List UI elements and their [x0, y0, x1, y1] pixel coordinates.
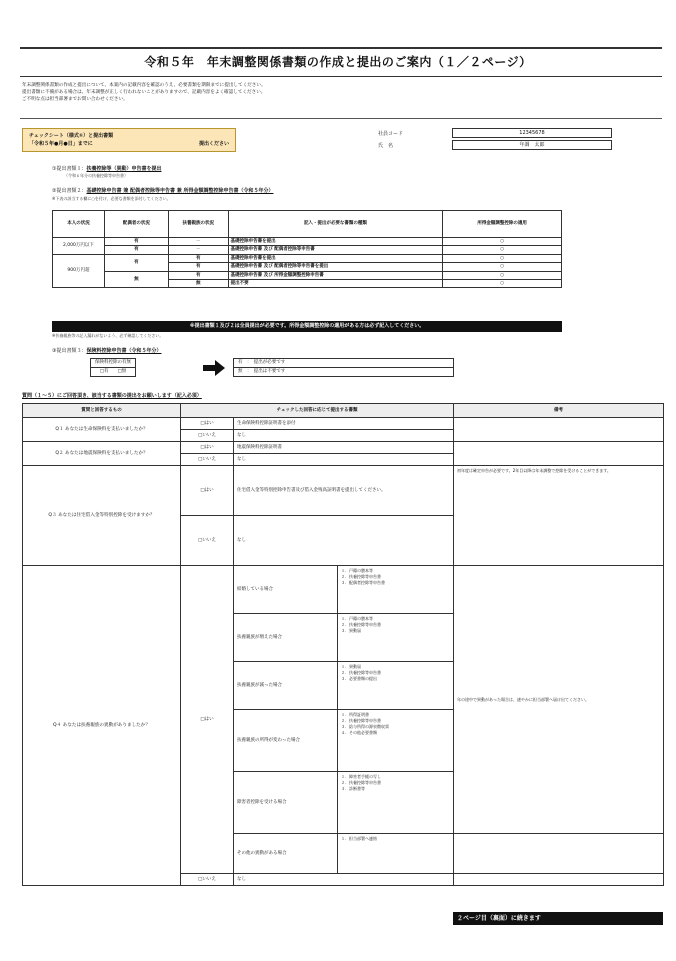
employee-name-value: 年調 太郎	[452, 140, 612, 150]
q4-note: 年の途中で異動があった場合は、速やかに担当部署へ届け出てください。	[454, 566, 664, 834]
th-self: 本人の状況	[53, 211, 105, 238]
checklist-box	[22, 128, 236, 152]
insurance-result-table	[233, 358, 454, 377]
table-row: 無 有 基礎控除申告書 及び 所得金額調整控除申告書 ○	[53, 271, 562, 279]
continued-notice: ２ページ目（裏面）に続きます	[453, 912, 663, 925]
q4-case: 扶養親族の所得が変わった場合	[234, 710, 338, 772]
th-documents: 記入・提出が必要な書類の種類	[228, 211, 443, 238]
q1-no-answer: なし	[234, 430, 454, 442]
arrow-right-icon	[203, 360, 225, 376]
checklist-deadline: 「令和５年●月●日」までに	[29, 141, 93, 147]
q1-yes-checkbox[interactable]: □はい	[181, 418, 234, 430]
th-question: 質問と回答するもの	[23, 404, 181, 418]
q4-case: その他の異動がある場合	[234, 834, 338, 874]
request-2-sub: ※下表の該当する欄に○を付け、必要な書類を添付してください。	[52, 196, 171, 201]
intro-text	[22, 82, 652, 103]
insurance-result-no: 無 ： 提出は不要です	[234, 368, 454, 377]
q1-yes-answer: 生命保険料控除証明書を添付	[234, 418, 454, 430]
insurance-checkboxes[interactable]: □有 □無	[91, 368, 136, 377]
q4-docs: １．戸籍の謄本等 ２．扶養控除等申告書 ３．異動届	[338, 614, 454, 662]
q2-yes-checkbox[interactable]: □はい	[181, 442, 234, 454]
q4-no-answer: なし	[234, 874, 454, 886]
q4-no-checkbox[interactable]: □いいえ	[181, 874, 234, 886]
q3-no-answer: なし	[234, 516, 454, 566]
th-docs: チェックした回答に応じて提出する書類	[181, 404, 454, 418]
q3-yes-checkbox[interactable]: □はい	[181, 466, 234, 516]
employee-id-value: 12345678	[452, 128, 612, 138]
notice-note: ※扶養親族等の記入漏れがないよう、必ず確認してください。	[52, 333, 164, 338]
q4-case: 障害者控除を受ける場合	[234, 772, 338, 834]
intro-line: ご不明な点は担当部署までお問い合わせください。	[22, 97, 128, 102]
q3-no-checkbox[interactable]: □いいえ	[181, 516, 234, 566]
title-rule	[20, 76, 662, 77]
q4-case: 扶養親族が増えた場合	[234, 614, 338, 662]
q1-no-checkbox[interactable]: □いいえ	[181, 430, 234, 442]
table-row: 無 提出不要 ○	[53, 279, 562, 287]
table-row: 有 － 基礎控除申告書 及び 配偶者控除等申告書 ○	[53, 246, 562, 254]
q3-yes-answer: 住宅借入金等特別控除申告書及び借入金残高証明書を提出してください。	[234, 466, 454, 516]
intro-rule	[20, 118, 662, 119]
q4-case: 結婚している場合	[234, 566, 338, 614]
page-title: 令和５年 年末調整関係書類の作成と提出のご案内（１／２ページ）	[144, 55, 532, 69]
table-row: 2,000万円以下 有 － 基礎控除申告書を提出 ○	[53, 238, 562, 246]
request-3: ③提出書類３：保険料控除申告書（令和５年分）	[52, 348, 162, 354]
q2-no-answer: なし	[234, 454, 454, 466]
insurance-question: 保険料控除の有無	[91, 359, 136, 368]
th-dependents: 扶養親族の状況	[168, 211, 228, 238]
q4-docs: １．障害者手帳の写し ２．扶養控除等申告書 ３．診断書等	[338, 772, 454, 834]
question-2: Q２ あなたは地震保険料を支払いましたか？	[23, 442, 181, 466]
request-1-sub: （令和６年分の扶養控除等申告書）	[64, 173, 128, 178]
q4-docs: １．戸籍の謄本等 ２．扶養控除等申告書 ３．配偶者控除等申告書	[338, 566, 454, 614]
q2-no-checkbox[interactable]: □いいえ	[181, 454, 234, 466]
q2-yes-answer: 地震保険料控除証明書	[234, 442, 454, 454]
question-1: Q１ あなたは生命保険料を支払いましたか？	[23, 418, 181, 442]
question-3: Q３ あなたは住宅借入金等特別控除を受けますか？	[23, 466, 181, 566]
table-row: 有 基礎控除申告書 及び 配偶者控除等申告書を提出 ○	[53, 263, 562, 271]
top-rule	[20, 47, 662, 49]
question-table	[22, 403, 664, 886]
q4-docs: １．所得証明書 ２．扶養控除等申告書 ３．給与所得の源泉徴収票 ４．その他必要書類	[338, 710, 454, 772]
th-adjustment: 所得金額調整控除の適用	[443, 211, 562, 238]
checklist-line1: チェックシート（様式①）と提出書類	[29, 133, 114, 139]
question-4: Q４ あなたは扶養親族の異動がありましたか？	[23, 566, 181, 886]
request-1: ①提出書類１：扶養控除等（異動）申告書を提出	[52, 166, 162, 172]
th-spouse: 配偶者の状況	[104, 211, 168, 238]
intro-line: 年末調整関係書類の作成と提出について、本案内の記載内容を確認のうえ、必要書類を期限までに提出してください。	[22, 83, 266, 88]
th-notes: 備考	[454, 404, 664, 418]
submission-table	[52, 210, 562, 288]
checklist-submit: 提出ください	[198, 141, 229, 147]
q4-docs: １．担当部署へ連絡	[338, 834, 454, 874]
section-2-title: 質問（１～５）にご回答頂き、該当する書類の提出をお願いします（記入必須）	[22, 393, 202, 399]
table-row: 900万円超 有 有 基礎控除申告書を提出 ○	[53, 254, 562, 262]
q4-yes-checkbox[interactable]: □はい	[181, 566, 234, 874]
request-2: ②提出書類２：基礎控除申告書 兼 配偶者控除等申告書 兼 所得金額調整控除申告書（令和５年分）	[52, 188, 274, 194]
q4-case: 扶養親族が減った場合	[234, 662, 338, 710]
employee-name-label: 氏 名	[378, 143, 394, 149]
intro-line: 提出書類に不備がある場合は、年末調整が正しく行われないことがありますので、記載内容をよく確認してください。	[22, 90, 266, 95]
q4-docs: １．異動届 ２．扶養控除等申告書 ３．必要書類の提出	[338, 662, 454, 710]
employee-id-label: 社員コード	[378, 131, 404, 137]
notice-bar: ※提出書類１及び２は全員提出が必要です。所得金額調整控除の適用がある方は必ず記入してください。	[52, 321, 562, 332]
insurance-choice-table	[90, 358, 136, 377]
q3-note: 初年度は確定申告が必要です。2年目以降は年末調整で控除を受けることができます。	[454, 466, 664, 566]
insurance-result-yes: 有 ： 提出が必要です	[234, 359, 454, 368]
